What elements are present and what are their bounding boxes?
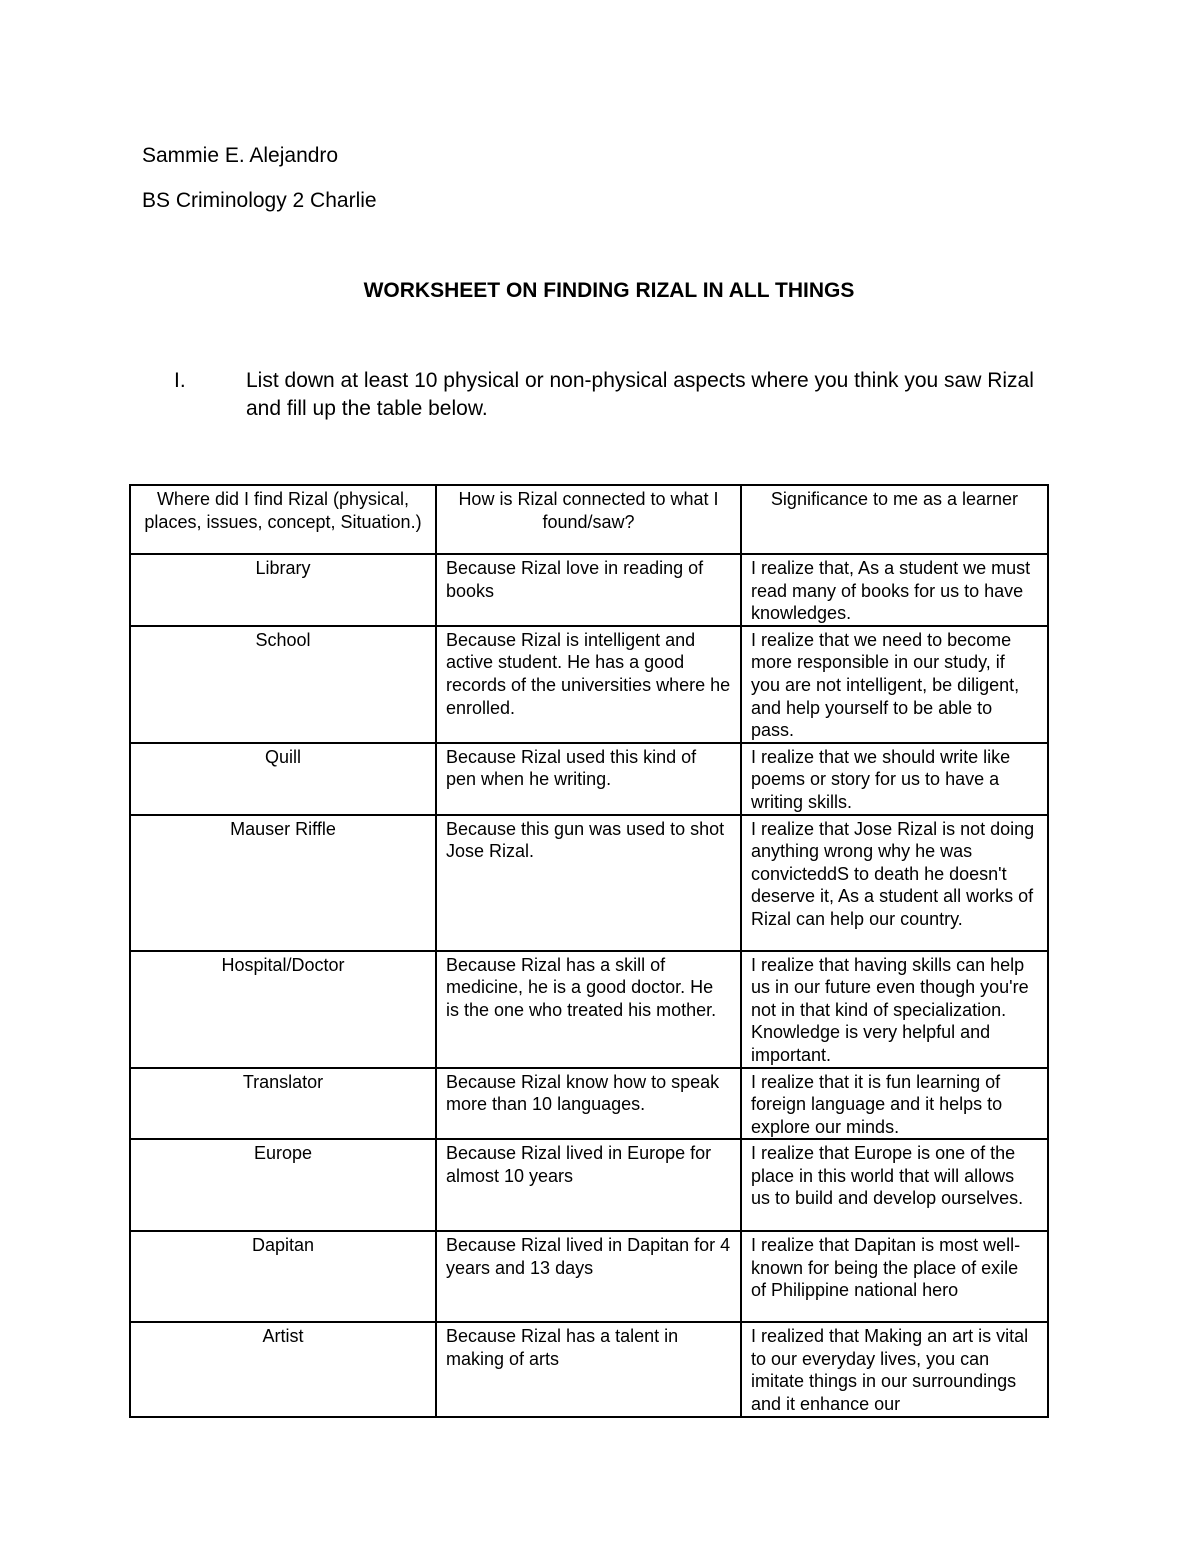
cell-how: Because Rizal has a skill of medicine, he is a good doctor. He is the one who treated his mother. — [436, 951, 741, 1068]
cell-where: Quill — [130, 743, 436, 815]
cell-how: Because Rizal is intelligent and active student. He has a good records of the universities where he enrolled. — [436, 626, 741, 743]
cell-where: Mauser Riffle — [130, 815, 436, 951]
table-header-row — [130, 485, 1048, 554]
cell-where: Translator — [130, 1068, 436, 1140]
worksheet-title: WORKSHEET ON FINDING RIZAL IN ALL THINGS — [363, 279, 855, 302]
table-row — [130, 1322, 1048, 1416]
table-row — [130, 1068, 1048, 1140]
cell-how: Because Rizal love in reading of books — [436, 554, 741, 626]
cell-significance: I realize that Jose Rizal is not doing anything wrong why he was convicteddS to death he doesn't deserve it, As a student all works of Rizal can help our country. — [741, 815, 1048, 951]
cell-where: School — [130, 626, 436, 743]
cell-where: Europe — [130, 1139, 436, 1231]
cell-where: Hospital/Doctor — [130, 951, 436, 1068]
cell-how: Because Rizal used this kind of pen when he writing. — [436, 743, 741, 815]
student-name: Sammie E. Alejandro — [142, 144, 339, 167]
header-how: How is Rizal connected to what I found/saw? — [436, 485, 741, 554]
cell-significance: I realize that, As a student we must read many of books for us to have knowledges. — [741, 554, 1048, 626]
cell-how: Because Rizal has a talent in making of arts — [436, 1322, 741, 1416]
header-where: Where did I find Rizal (physical, places, issues, concept, Situation.) — [130, 485, 436, 554]
cell-significance: I realized that Making an art is vital to our everyday lives, you can imitate things in our surroundings and it enhance our — [741, 1322, 1048, 1416]
cell-significance: I realize that having skills can help us in our future even though you're not in that kind of specialization. Knowledge is very helpful and important. — [741, 951, 1048, 1068]
cell-significance: I realize that we need to become more responsible in our study, if you are not intelligent, be diligent, and help yourself to be able to pass. — [741, 626, 1048, 743]
instruction-text: List down at least 10 physical or non-physical aspects where you think you saw Rizal and fill up the table below. — [246, 369, 1034, 420]
table-row — [130, 626, 1048, 743]
cell-where: Library — [130, 554, 436, 626]
table-row — [130, 554, 1048, 626]
instruction-number: I. — [174, 369, 186, 392]
cell-significance: I realize that we should write like poems or story for us to have a writing skills. — [741, 743, 1048, 815]
table-row — [130, 951, 1048, 1068]
cell-where: Dapitan — [130, 1231, 436, 1322]
cell-how: Because Rizal lived in Europe for almost 10 years — [436, 1139, 741, 1231]
cell-how: Because this gun was used to shot Jose Rizal. — [436, 815, 741, 951]
header-significance: Significance to me as a learner — [741, 485, 1048, 554]
cell-significance: I realize that it is fun learning of foreign language and it helps to explore our minds. — [741, 1068, 1048, 1140]
cell-where: Artist — [130, 1322, 436, 1416]
cell-significance: I realize that Dapitan is most well-known for being the place of exile of Philippine national hero — [741, 1231, 1048, 1322]
cell-significance: I realize that Europe is one of the place in this world that will allows us to build and develop ourselves. — [741, 1139, 1048, 1231]
cell-how: Because Rizal lived in Dapitan for 4 years and 13 days — [436, 1231, 741, 1322]
table-row — [130, 815, 1048, 951]
cell-how: Because Rizal know how to speak more than 10 languages. — [436, 1068, 741, 1140]
table-row — [130, 743, 1048, 815]
table-row — [130, 1231, 1048, 1322]
student-course: BS Criminology 2 Charlie — [142, 189, 377, 212]
table-row — [130, 1139, 1048, 1231]
rizal-table — [129, 484, 1049, 1418]
